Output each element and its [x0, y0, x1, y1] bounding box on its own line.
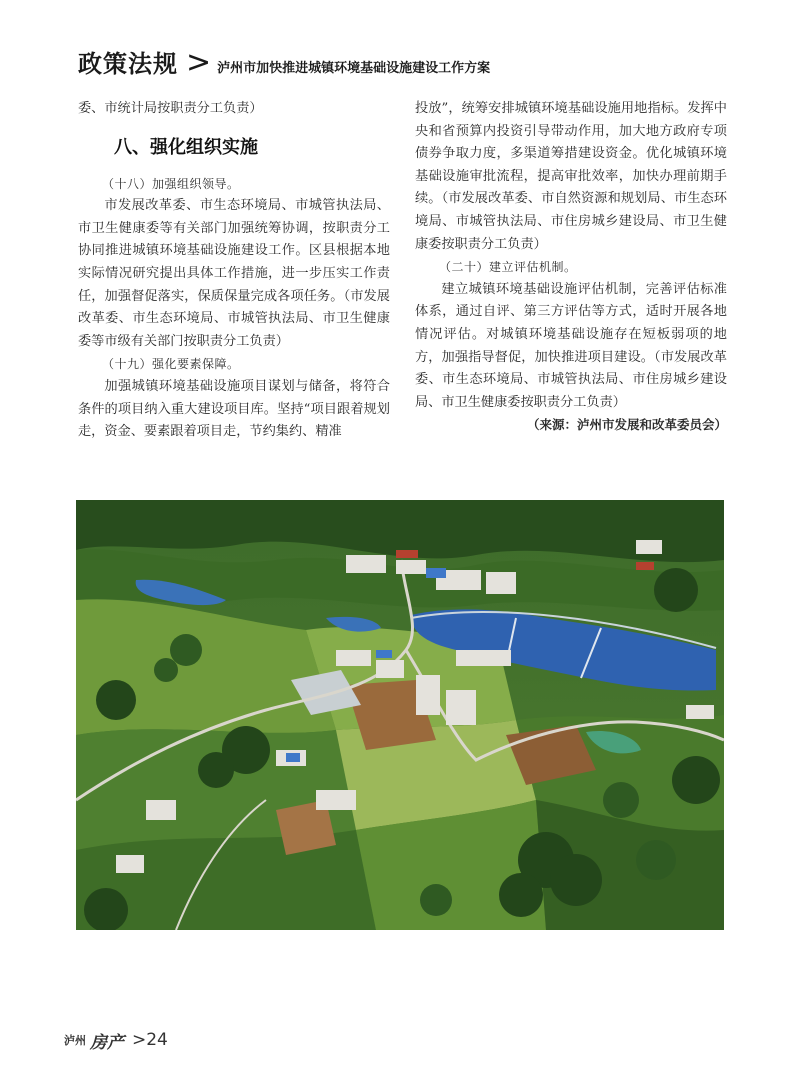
right-column	[415, 98, 727, 437]
paragraph-19-part1: 加强城镇环境基础设施项目谋划与储备，将符合条件的项目纳入重大建设项目库。坚持“项目跟着规划走，资金、要素跟着项目走，节约集约、精准	[78, 378, 390, 440]
page-number: >24	[132, 1030, 168, 1050]
section-heading: 八、强化组织实施	[114, 136, 258, 158]
subheading-20: （二十）建立评估机制。	[439, 260, 577, 275]
subheading-19: （十九）强化要素保障。	[102, 357, 240, 372]
aerial-landscape-illustration	[76, 500, 724, 930]
chevron-right-icon: >	[186, 45, 212, 80]
section-label: 政策法规	[78, 50, 178, 78]
magazine-logo: 房产	[90, 1032, 124, 1053]
paragraph-20: 建立城镇环境基础设施评估机制，完善评估标准体系，通过自评、第三方评估等方式，适时开展各地情况评估。对城镇环境基础设施存在短板弱项的地方，加强指导督促，加快推进项目建设。（市发展改革委、市生态环境局、市城管执法局、市住房城乡建设局、市卫生健康委按职责分工负责）	[415, 281, 727, 410]
left-column	[78, 98, 390, 444]
document-title: 泸州市加快推进城镇环境基础设施建设工作方案	[217, 61, 491, 76]
page-header	[78, 44, 490, 82]
page-footer	[64, 1030, 168, 1053]
aerial-village-photo	[76, 500, 724, 930]
carry-over-text: 委、市统计局按职责分工负责）	[78, 101, 263, 116]
paragraph-18: 市发展改革委、市生态环境局、市城管执法局、市卫生健康委等有关部门加强统筹协调，按职责分工协同推进城镇环境基础设施建设工作。区县根据本地实际情况研究提出具体工作措施，进一步压实工作责任，加强督促落实，保质保量完成各项任务。（市发展改革委、市生态环境局、市城管执法局、市卫生健康委等市级有关部门按职责分工负责）	[78, 198, 390, 349]
footer-brand: 泸州	[64, 1034, 86, 1047]
subheading-18: （十八）加强组织领导。	[102, 176, 240, 191]
paragraph-19-part2: 投放”，统筹安排城镇环境基础设施用地指标。发挥中央和省预算内投资引导带动作用，加大地方政府专项债券争取力度，多渠道筹措建设资金。优化城镇环境基础设施审批流程，提高审批效率，加快办理前期手续。（市发展改革委、市自然资源和规划局、市生态环境局、市城管执法局、市住房城乡建设局、市卫生健康委按职责分工负责）	[415, 101, 727, 252]
source-credit: （来源：泸州市发展和改革委员会）	[526, 417, 727, 433]
